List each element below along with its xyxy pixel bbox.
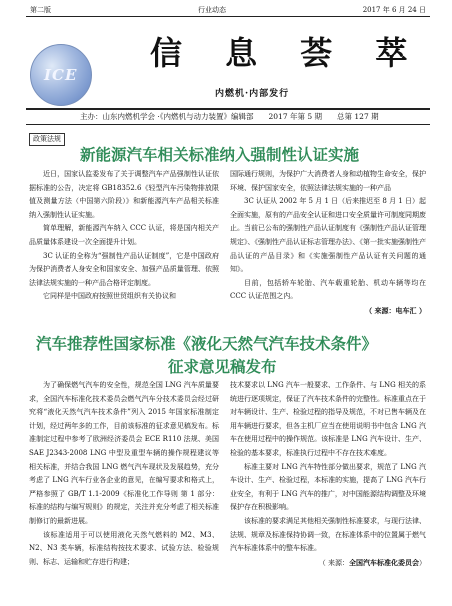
issue-label: 第二版 <box>30 6 51 14</box>
section-label: 行业动态 <box>198 6 226 14</box>
article2-paragraph: 技术要求以 LNG 汽车一般要求、工作条件、与 LNG 相关的系统进行逐项规定，保证了汽车技术条件的完整性。标准重点在于对车辆设计、生产、检验过程的指导及规范，不对已售车辆及在用车辆进行要求，但各主机厂应当在使用说明书中包含 LNG 汽车在使用过程中的操作规范。该标准是 LNG 汽车设计、生产、检验的基本要求，标准执行过程中不存在技术难度。 <box>230 381 426 457</box>
article1-source: （ 来源：电车汇 ） <box>365 305 426 315</box>
article1-left-column <box>29 168 219 304</box>
masthead-subtitle: 内燃机·内部发行 <box>215 89 290 99</box>
masthead-info: 主办：山东内燃机学会 ·《内燃机与动力装置》编辑部 2017 年第 5 期 总第 127 期 <box>80 112 379 121</box>
article1-paragraph: 简单理解，新能源汽车纳入 CCC 认证，将是国内相关产品质量体系建设一次全面提升计划。 <box>29 224 219 246</box>
header-rule <box>26 16 430 17</box>
article2-paragraph: 为了确保燃气汽车的安全性，规范全国 LNG 汽车质量要求，全国汽车标准化技术委员会燃气汽车分技术委员会经过研究将“液化天然气汽车技术条件”列入 2015 年国家标准制定计划，经过两年多的工作，目前该标准的征求意见稿发布。标准制定过程中参考了欧洲经济委员会 ECE R110 法规、美国 SAE J2343-2008 LNG 中型及重型车辆的操作规程建议等相关标准，并结合我国 LNG 燃气汽车现状及发展趋势，充分考虑了 LNG 汽车行业各企业的意见，在编写要求和格式上，严格参照了 GB/T 1.1-2009《标准化工作导则 第 1 部分：标准的结构与编写规则》的规定，关注并充分考虑了相关标准制修订的最新进展。 <box>29 381 219 525</box>
article1-paragraph: 3C 认证从 2002 年 5 月 1 日（后来推迟至 8 月 1 日）起全面实施，原有的产品安全认证和进口安全质量许可制度同期废止。当前已公布的强制性产品认证制度有《强制性产品认证管理规定》、《强制性产品认证标志管理办法》、《第一批实施强制性产品认证的产品目录》和《实施强制性产品认证有关问题的通知》。 <box>230 197 426 274</box>
logo-text: ICE <box>44 66 78 84</box>
masthead-title: 信 息 荟 萃 <box>150 34 424 72</box>
article1-paragraph: 国际通行规则，为保护广大消费者人身和动植物生命安全，保护环境、保护国家安全，依照法律法规实施的一种产品 <box>230 170 426 192</box>
article1-paragraph: 3C 认证的全称为“强制性产品认证制度”，它是中国政府为保护消费者人身安全和国家安全、加强产品质量管理、依照法律法规实施的一种产品合格评定制度。 <box>29 251 219 287</box>
article2-source-name: 全国汽车标准化委员会 <box>349 557 419 567</box>
article2-paragraph: 标准主要对 LNG 汽车特性部分做出要求，规范了 LNG 汽车设计、生产、检验过程，本标准的实施，提高了 LNG 汽车行业安全，有利于 LNG 汽车的推广，对中国能源结构调整及环境保护存在积极影响。 <box>230 462 426 512</box>
article2-left-column <box>29 379 219 569</box>
date-label: 2017 年 6 月 24 日 <box>362 6 426 14</box>
article2-paragraph: 该标准的要求满足其他相关强制性标准要求，与现行法律、法规、规章及标准保持协调一致，在标准体系中的位置属于燃气汽车标准体系中的整车标准。 <box>230 516 426 553</box>
article1-paragraph: 近日，国家认监委发布了关于调整汽车产品强制性认证依据标准的公告，决定将 GB18352.6《轻型汽车污染物排放限值及测量方法（中国第六阶段）》和新能源汽车产品相关标准纳入强制性认证实施。 <box>29 170 219 219</box>
article1-title: 新能源汽车相关标准纳入强制性认证实施 <box>80 145 360 164</box>
masthead-rule-top <box>26 108 430 110</box>
article1-paragraph: 它同样是中国政府按照世贸组织有关协议和 <box>43 292 176 301</box>
article2-paragraph: 该标准适用于可以使用液化天然气燃料的 M2、M3、N2、N3 类车辆，标准结构按技术要求、试验方法、检验规则、标志、运输和贮存进行构建； <box>29 530 219 566</box>
article2-source-suffix: ） <box>419 558 426 567</box>
category-tag: 政策法规 <box>29 133 65 146</box>
masthead-rule-bottom <box>26 124 430 125</box>
article1-paragraph: 目前，包括轿车轮胎、汽车载重轮胎、机动车辆等均在 CCC 认证范围之内。 <box>230 278 426 301</box>
article1-right-column <box>230 168 426 318</box>
article2-right-column <box>230 379 426 570</box>
article2-title-line1: 汽车推荐性国家标准《液化天然气汽车技术条件》 <box>36 334 378 353</box>
article2-title-line2: 征求意见稿发布 <box>168 357 277 376</box>
article2-source <box>230 556 426 571</box>
article2-source-prefix: （ 来源： <box>318 558 349 567</box>
